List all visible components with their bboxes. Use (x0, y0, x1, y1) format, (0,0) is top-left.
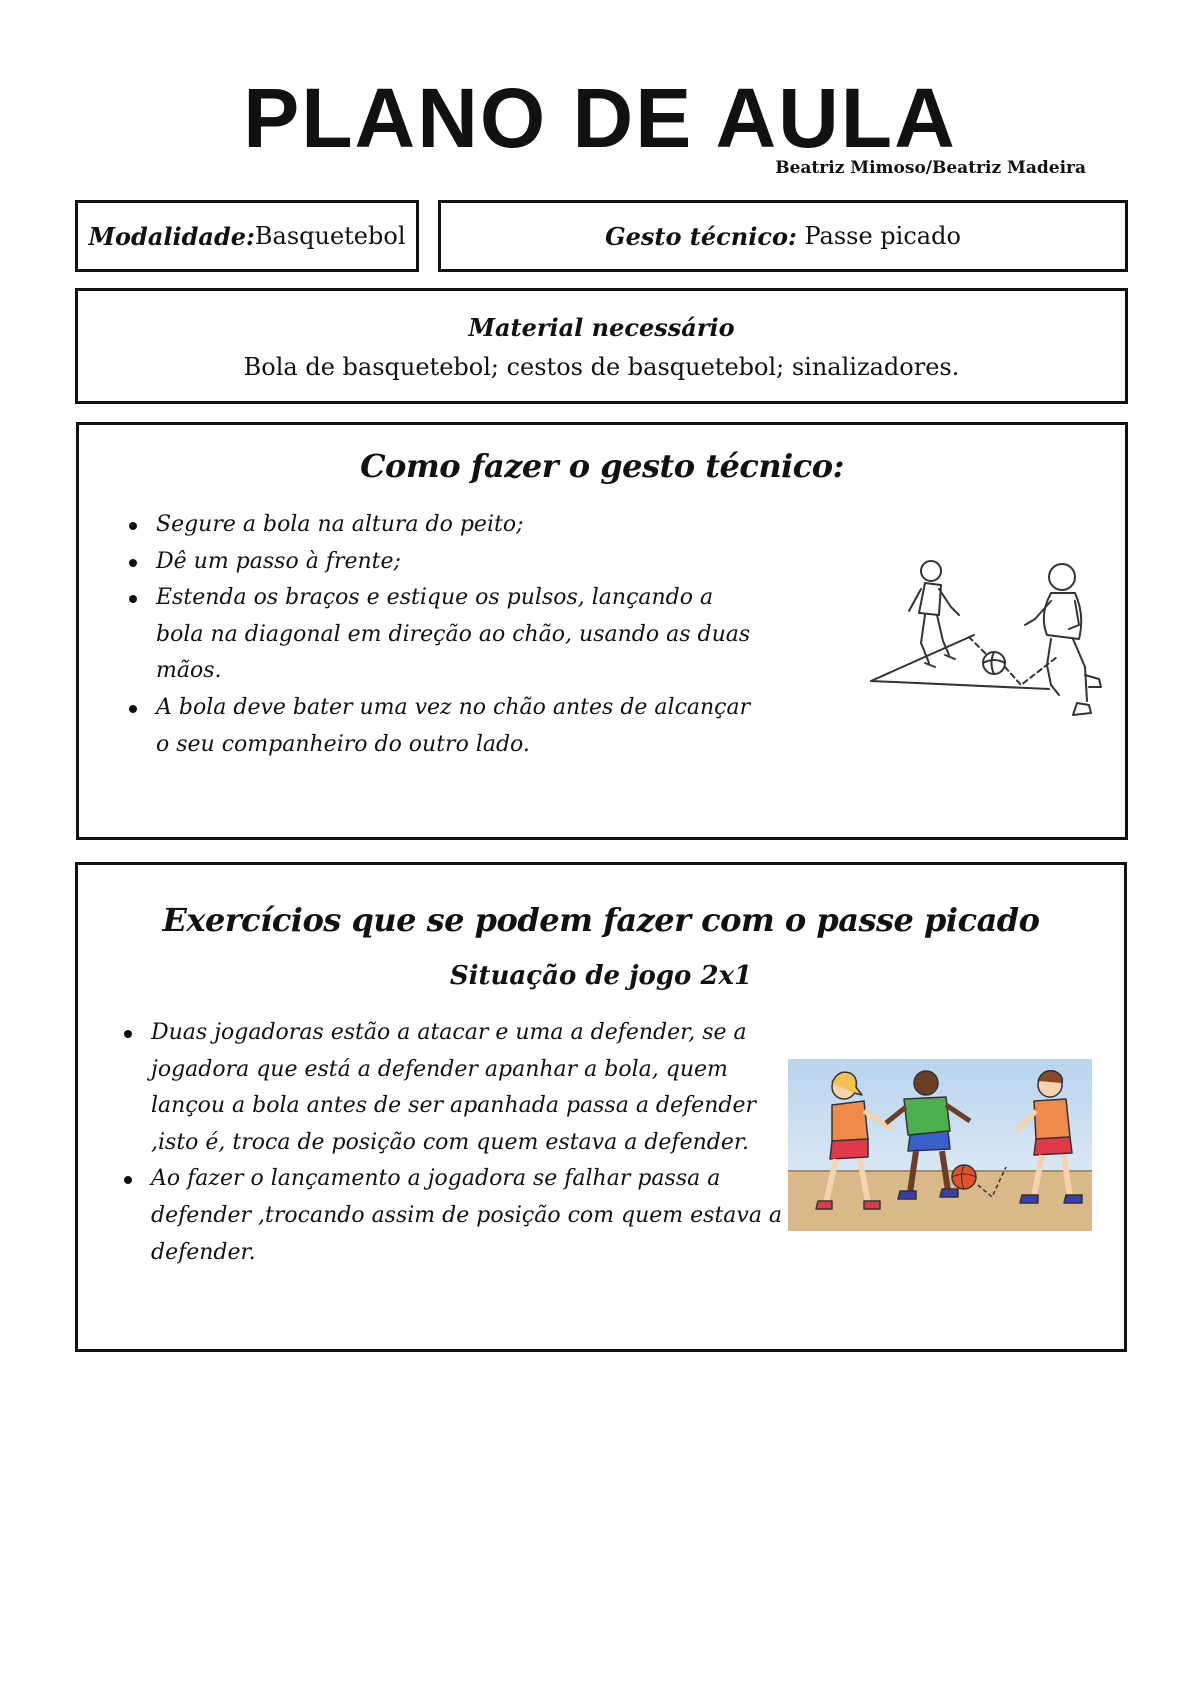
list-item: Dê um passo à frente; (156, 544, 756, 581)
authors: Beatriz Mimoso/Beatriz Madeira (775, 158, 1086, 178)
gesto-label: Gesto técnico: (605, 221, 797, 251)
exercicios-list (151, 1015, 791, 1271)
page-title: PLANO DE AULA (243, 71, 957, 165)
exercicios-box (75, 862, 1127, 1352)
list-item: Estenda os braços e estique os pulsos, lançando a bola na diagonal em direção ao chão, usando as duas mãos. (156, 580, 756, 690)
list-item: Ao fazer o lançamento a jogadora se falhar passa a defender ,trocando assim de posição com quem estava a defender. (151, 1161, 791, 1271)
modalidade-value: Basquetebol (254, 222, 406, 250)
kids-2x1-game-illustration (788, 1059, 1092, 1231)
gesto-field (441, 203, 1125, 269)
list-item: Segure a bola na altura do peito; (156, 507, 756, 544)
list-item: A bola deve bater uma vez no chão antes de alcançar o seu companheiro do outro lado. (156, 690, 756, 763)
como-list (156, 507, 756, 763)
modalidade-field (78, 203, 416, 269)
gesto-value: Passe picado (796, 222, 961, 250)
material-text: Bola de basquetebol; cestos de basquetebol; sinalizadores. (243, 353, 960, 381)
gesto-box (438, 200, 1128, 272)
bounce-pass-illustration (789, 555, 1139, 771)
material-box (75, 288, 1128, 404)
material-title: Material necessário (468, 313, 735, 342)
como-box (76, 422, 1128, 840)
como-title: Como fazer o gesto técnico: (360, 447, 844, 485)
exercicios-subtitle: Situação de jogo 2x1 (449, 961, 753, 991)
modalidade-box (75, 200, 419, 272)
modalidade-label: Modalidade: (88, 221, 255, 251)
list-item: Duas jogadoras estão a atacar e uma a defender, se a jogadora que está a defender apanhar a bola, quem lançou a bola antes de ser apanhada passa a defender ,isto é, troca de posição com quem estava a defender. (151, 1015, 791, 1161)
exercicios-title: Exercícios que se podem fazer com o passe picado (162, 901, 1040, 939)
